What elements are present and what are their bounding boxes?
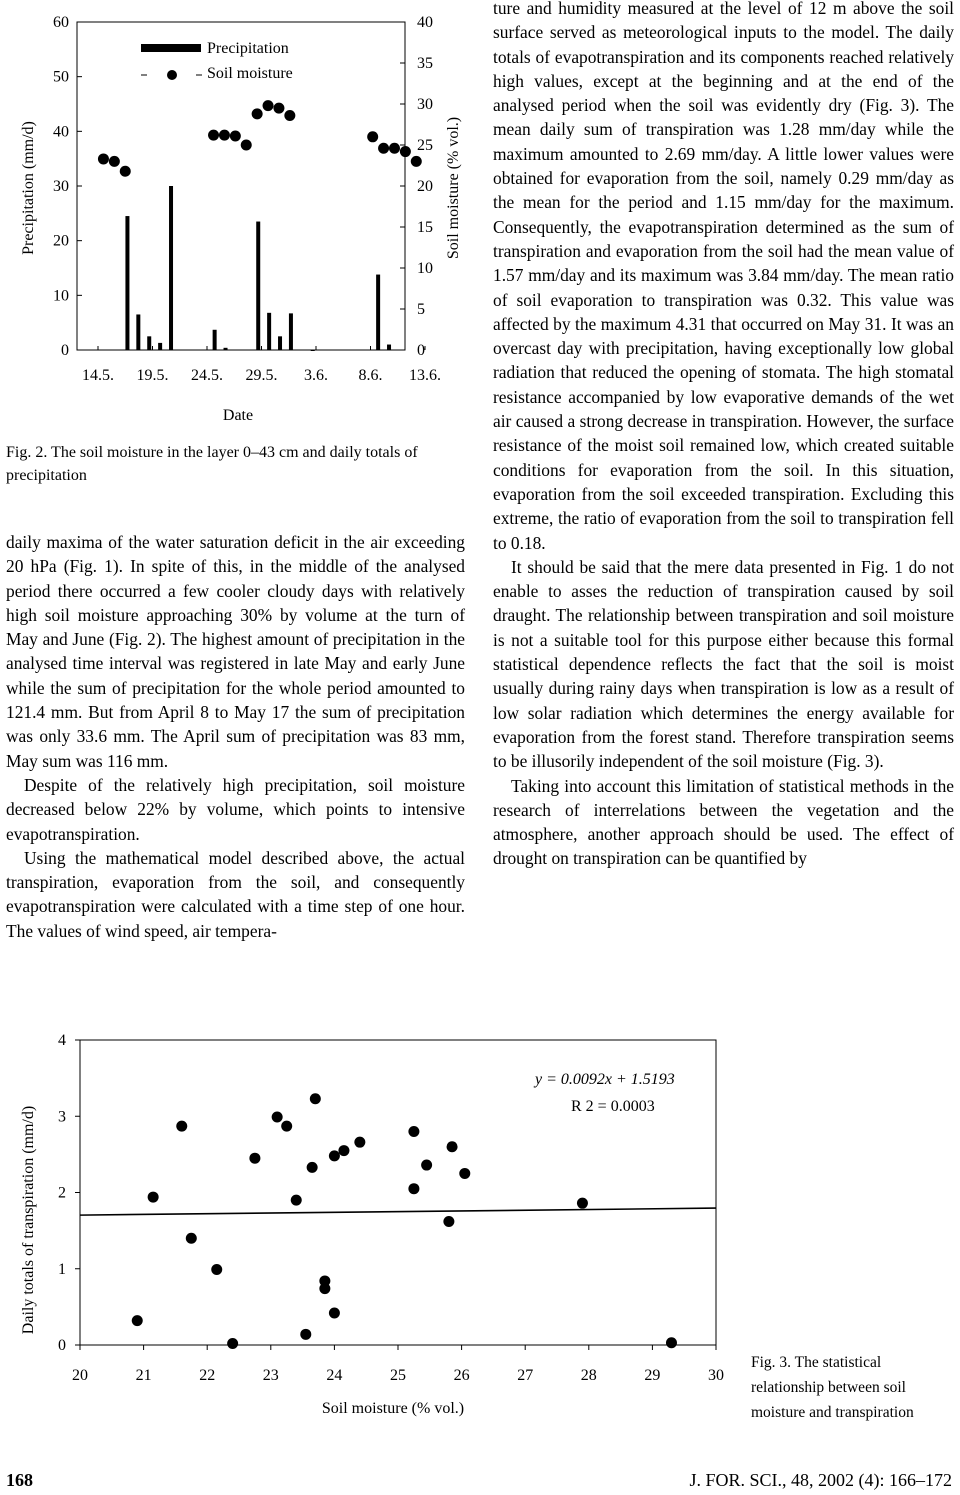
fig2-caption: Fig. 2. The soil moisture in the layer 0–43 cm and daily totals of precipitation — [6, 444, 418, 484]
fig3-trendline — [80, 1208, 716, 1215]
fig2-right-tick-label: 20 — [417, 178, 433, 195]
fig3-data-point — [176, 1121, 187, 1132]
fig3-y-tick-label: 0 — [58, 1337, 66, 1354]
fig2-x-tick-label: 19.5. — [136, 367, 169, 384]
fig2-soil-moisture-point — [389, 143, 400, 154]
fig3-x-tick-label: 26 — [453, 1367, 470, 1384]
fig3-y-tick-label: 3 — [58, 1108, 66, 1126]
fig2-x-tick-label: 29.5. — [245, 367, 278, 384]
figure-2-chart — [0, 0, 480, 430]
fig2-right-tick-label: 5 — [417, 301, 425, 318]
fig2-left-tick-label: 20 — [53, 232, 69, 250]
fig2-soil-moisture-point — [241, 140, 252, 151]
fig2-right-tick-label: 25 — [417, 137, 433, 154]
fig2-x-tick-label: 3.6. — [304, 367, 328, 384]
fig3-data-point — [272, 1112, 283, 1123]
fig3-data-point — [291, 1195, 302, 1206]
left-paragraph-2: Despite of the relatively high precipitation, soil moisture decreased below 22% by volume, which points to intensive evapotranspiration. — [6, 774, 465, 844]
right-paragraph-2: It should be said that the mere data presented in Fig. 1 do not enable to asses the reduction of transpiration caused by soil draught. The relationship between transpiration and soil moisture is not a suitable tool for this purpose either because this formal statistical dependence reflects the fact that the soil is moist usually during rainy days when transpiration is low as a result of low solar radiation which determines the energy available for evaporation from the forest stand. Therefore transpiration seems to be illusorily independent of the soil moisture (Fig. 3). — [493, 556, 954, 772]
fig2-soil-moisture-point — [411, 156, 422, 167]
fig2-soil-moisture-point — [98, 153, 109, 164]
fig3-data-point — [338, 1145, 349, 1156]
fig3-y-tick-label: 4 — [58, 1032, 66, 1049]
fig3-y-tick-label: 1 — [58, 1260, 66, 1278]
fig2-soil-moisture-point — [109, 156, 120, 167]
left-paragraph-1: daily maxima of the water saturation deficit in the air exceeding 20 hPa (Fig. 1). In spite of this, in the middle of the analysed period there occurred a few cooler cloudy days with relatively high soil moisture approaching 30% by volume at the turn of May and June (Fig. 2). The highest amount of precipitation in the analysed time interval was registered in late May and early June while the sum of precipitation for the whole period amounted to 121.4 mm. But from April 8 to May 17 the sum of precipitation was only 33.6 mm. The April sum of precipitation was 83 mm, May sum was 116 mm. — [6, 532, 465, 771]
fig3-data-point — [300, 1329, 311, 1340]
fig3-data-point — [132, 1315, 143, 1326]
fig2-right-tick-label: 0 — [417, 342, 425, 359]
left-paragraph-3: Using the mathematical model described above, the actual transpiration, evaporation from the soil, and consequently evapotranspiration were calculated with a time step of one hour. The values of wind speed, air tempera- — [6, 847, 465, 941]
fig2-precip-bar — [256, 222, 260, 350]
fig2-xlabel: Date — [222, 407, 254, 424]
fig3-data-point — [211, 1264, 222, 1275]
fig2-left-tick-label: 30 — [53, 178, 69, 195]
fig3-y-tick-label: 2 — [58, 1184, 66, 1202]
fig3-data-point — [319, 1275, 330, 1286]
fig3-x-tick-label: 21 — [135, 1367, 152, 1384]
fig3-data-point — [227, 1338, 238, 1349]
fig2-precip-bar — [224, 348, 228, 350]
fig2-soil-moisture-point — [378, 143, 389, 154]
fig2-soil-moisture-point — [120, 166, 131, 177]
fig3-caption: Fig. 3. The statistical relationship between soil moisture and transpiration — [751, 1354, 914, 1421]
fig3-x-tick-label: 23 — [262, 1367, 279, 1384]
fig2-soil-moisture-point — [400, 146, 411, 157]
fig2-ylabel-right: Soil moisture (% vol.) — [445, 116, 462, 260]
fig3-data-point — [307, 1162, 318, 1173]
fig3-data-points — [132, 1093, 677, 1349]
figure-3-chart — [0, 1020, 740, 1430]
fig2-precip-bar — [267, 313, 271, 350]
fig2-right-tick-label: 35 — [417, 55, 433, 72]
fig3-ylabel: Daily totals of transpiration (mm/d) — [20, 1105, 37, 1335]
fig3-data-point — [354, 1137, 365, 1148]
fig3-data-point — [408, 1183, 419, 1194]
fig3-x-tick-label: 22 — [199, 1367, 216, 1384]
fig3-data-point — [421, 1160, 432, 1171]
fig3-x-tick-label: 25 — [390, 1367, 406, 1384]
fig3-data-point — [443, 1216, 454, 1227]
right-paragraph-1: ture and humidity measured at the level of 12 m above the soil surface served as meteorological inputs to the model. The daily totals of evapotranspiration and its components reached relatively high values, except at the beginning and at the end of the analysed period when the soil was evidently dry (Fig. 3). The mean daily sum of transpiration was 1.28 mm/day while the maximum amounted to 2.69 mm/day. A little lower values were obtained for evaporation from the soil, namely 0.29 mm/day as the mean for the period and 1.15 mm/day for the maximum. Consequently, the evapotranspiration determined as the sum of transpiration and evaporation from the soil had the mean value of 1.57 mm/day and its maximum was 3.84 mm/day. The mean ratio of soil evaporation to transpiration was 0.32. This value was affected by the maximum 4.31 that occurred on May 31. It was an overcast day with precipitation, having exceptionally low global radiation that reduced the opening of stomata. The high stomatal resistance accompanied by low evaporative demands of the wet air caused a strong decrease in transpiration. However, the surface resistance of the moist soil remained low, which created suitable conditions for evaporation from the soil. In this situation, evaporation from the soil exceeded transpiration. Excluding this extreme, the ratio of evaporation from the soil to transpiration fell to 0.18. — [493, 0, 954, 553]
fig2-legend-precipitation: Precipitation — [207, 40, 289, 57]
fig2-left-tick-label: 40 — [53, 123, 69, 141]
fig2-precip-bar — [136, 314, 140, 350]
fig2-x-tick-label: 24.5. — [191, 367, 223, 384]
fig2-right-tick-label: 15 — [417, 219, 433, 236]
fig3-equation: y = 0.0092x + 1.5193 — [535, 1071, 675, 1088]
fig2-legend-soil-moisture: Soil moisture — [207, 65, 293, 82]
fig3-r-squared: R 2 = 0.0003 — [571, 1098, 655, 1115]
fig2-right-tick-label: 30 — [417, 96, 433, 113]
fig2-left-tick-label: 10 — [53, 287, 69, 305]
fig2-x-tick-label: 13.6. — [409, 367, 441, 384]
fig3-data-point — [329, 1307, 340, 1318]
fig2-soil-moisture-point — [252, 108, 263, 119]
fig3-x-tick-label: 30 — [708, 1367, 724, 1384]
fig2-left-tick-label: 0 — [61, 342, 69, 359]
fig3-data-point — [459, 1168, 470, 1179]
fig2-precip-bar — [147, 336, 151, 350]
fig2-legend-bar-swatch — [141, 44, 201, 52]
fig3-x-tick-label: 24 — [326, 1367, 343, 1384]
fig3-data-point — [281, 1121, 292, 1132]
fig2-precip-bar — [213, 330, 217, 350]
fig2-right-tick-label: 10 — [417, 260, 433, 277]
page-number: 168 — [6, 1470, 33, 1490]
fig2-soil-moisture-point — [367, 131, 378, 142]
fig2-precip-bar — [169, 186, 173, 350]
fig2-precip-bar — [158, 343, 162, 350]
fig2-soil-moisture-point — [263, 100, 274, 111]
fig3-x-tick-label: 20 — [72, 1367, 88, 1384]
fig2-left-tick-label: 60 — [53, 14, 69, 31]
fig2-right-tick-label: 40 — [417, 14, 433, 31]
fig2-soil-moisture-point — [208, 130, 219, 141]
fig2-legend-dot — [167, 70, 177, 80]
fig2-precip-bar — [278, 336, 282, 350]
fig3-data-point — [577, 1198, 588, 1209]
fig3-data-point — [408, 1126, 419, 1137]
fig2-soil-moisture-point — [273, 103, 284, 114]
fig2-ylabel-left: Precipitation (mm/d) — [20, 121, 37, 255]
fig3-data-point — [186, 1233, 197, 1244]
fig2-left-tick-label: 50 — [53, 68, 69, 86]
fig3-x-tick-label: 27 — [517, 1367, 534, 1384]
fig3-x-tick-label: 29 — [644, 1367, 661, 1384]
fig3-data-point — [447, 1141, 458, 1152]
fig2-x-tick-label: 14.5. — [82, 367, 114, 384]
fig2-precip-bar — [311, 350, 315, 351]
fig2-legend — [141, 40, 293, 82]
fig2-precip-bar — [289, 313, 293, 350]
fig3-x-tick-label: 28 — [580, 1367, 597, 1384]
fig3-data-point — [249, 1153, 260, 1164]
journal-citation: J. FOR. SCI., 48, 2002 (4): 166–172 — [689, 1470, 952, 1490]
fig2-precip-bar — [125, 216, 129, 350]
fig2-precipitation-bars — [125, 186, 391, 351]
fig2-soil-moisture-point — [219, 130, 230, 141]
fig3-xlabel: Soil moisture (% vol.) — [321, 1400, 465, 1417]
right-paragraph-3: Taking into account this limitation of statistical methods in the research of interrelations between the vegetation and the atmosphere, another approach should be used. The effect of drought on transpiration can be quantified by — [493, 775, 954, 869]
fig3-data-point — [329, 1150, 340, 1161]
fig2-soil-moisture-point — [284, 110, 295, 121]
fig3-data-point — [310, 1093, 321, 1104]
right-column-text — [493, 0, 954, 871]
fig2-precip-bar — [387, 345, 391, 350]
fig3-data-point — [148, 1192, 159, 1203]
fig2-precip-bar — [376, 275, 380, 350]
left-column-text — [6, 530, 465, 943]
fig2-soil-moisture-point — [230, 130, 241, 141]
fig3-data-point — [666, 1337, 677, 1348]
fig2-soil-moisture-points — [98, 100, 422, 177]
fig2-x-tick-label: 8.6. — [358, 367, 383, 384]
